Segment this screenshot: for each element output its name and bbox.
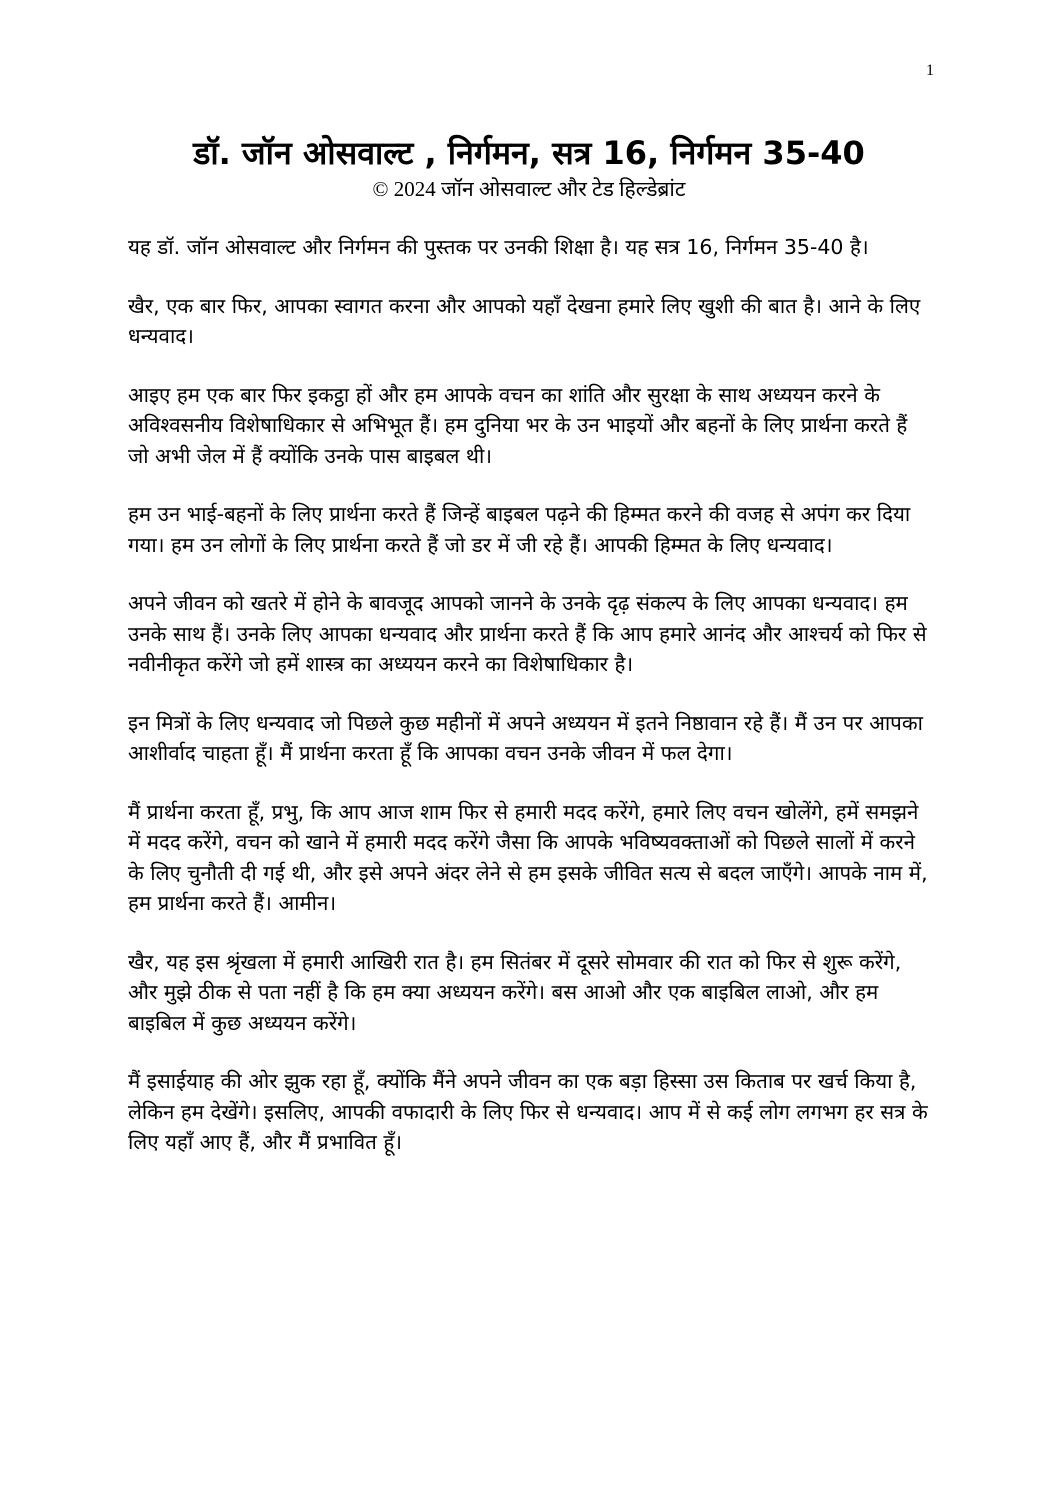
document-title: डॉ. जॉन ओसवाल्ट , निर्गमन, सत्र 16, निर्गमन 35-40 (193, 134, 865, 172)
paragraph: इन मित्रों के लिए धन्यवाद जो पिछले कुछ महीनों में अपने अध्ययन में इतने निष्ठावान रहे हैं। मैं उन पर आपका आशीर्वाद चाहता हूँ। मैं प्रार्थना करता हूँ कि आपका वचन उनके जीवन में फल देगा। (128, 710, 923, 765)
paragraph: मैं प्रार्थना करता हूँ, प्रभु, कि आप आज शाम फिर से हमारी मदद करेंगे, हमारे लिए वचन खोलेंगे, हमें समझने में मदद करेंगे, वचन को खाने में हमारी मदद करेंगे जैसा कि आपके भविष्यवक्ताओं को पिछले सालों में करने के लिए चुनौती दी गई थी, और इसे अपने अंदर लेने से हम इसके जीवित सत्य से बदल जाएँगे। आपके नाम में, हम प्रार्थना करते हैं। आमीन। (128, 799, 928, 915)
paragraph: हम उन भाई-बहनों के लिए प्रार्थना करते हैं जिन्हें बाइबल पढ़ने की हिम्मत करने की वजह से अपंग कर दिया गया। हम उन लोगों के लिए प्रार्थना करते हैं जो डर में जी रहे हैं। आपकी हिम्मत के लिए धन्यवाद। (128, 502, 911, 557)
paragraph: खैर, एक बार फिर, आपका स्वागत करना और आपको यहाँ देखना हमारे लिए खुशी की बात है। आने के लिए धन्यवाद। (128, 293, 921, 348)
paragraph: खैर, यह इस श्रृंखला में हमारी आखिरी रात है। हम सितंबर में दूसरे सोमवार की रात को फिर से शुरू करेंगे, और मुझे ठीक से पता नहीं है कि हम क्या अध्ययन करेंगे। बस आओ और एक बाइबिल लाओ, और हम बाइबिल में कुछ अध्ययन करेंगे। (128, 949, 902, 1035)
document-header (0, 130, 1058, 202)
paragraph: मैं इसाईयाह की ओर झुक रहा हूँ, क्योंकि मैंने अपने जीवन का एक बड़ा हिस्सा उस किताब पर खर्च किया है, लेकिन हम देखेंगे। इसलिए, आपकी वफादारी के लिए फिर से धन्यवाद। आप में से कई लोग लगभग हर सत्र के लिए यहाँ आए हैं, और मैं प्रभावित हूँ। (128, 1069, 928, 1154)
page-number: 1 (926, 62, 934, 79)
paragraph: आइए हम एक बार फिर इकट्ठा हों और हम आपके वचन का शांति और सुरक्षा के साथ अध्ययन करने के अविश्वसनीय विशेषाधिकार से अभिभूत हैं। हम दुनिया भर के उन भाइयों और बहनों के लिए प्रार्थना करते हैं जो अभी जेल में हैं क्योंकि उनके पास बाइबल थी। (128, 382, 908, 468)
copyright-line: © 2024 जॉन ओसवाल्ट और टेड हिल्डेब्रांट (372, 177, 686, 201)
document-body (128, 232, 928, 1186)
paragraph: अपने जीवन को खतरे में होने के बावजूद आपको जानने के उनके दृढ़ संकल्प के लिए आपका धन्यवाद। हम उनके साथ हैं। उनके लिए आपका धन्यवाद और प्रार्थना करते हैं कि आप हमारे आनंद और आश्चर्य को फिर से नवीनीकृत करेंगे जो हमें शास्त्र का अध्ययन करने का विशेषाधिकार है। (128, 591, 927, 676)
paragraph: यह डॉ. जॉन ओसवाल्ट और निर्गमन की पुस्तक पर उनकी शिक्षा है। यह सत्र 16, निर्गमन 35-40 है। (128, 235, 869, 259)
